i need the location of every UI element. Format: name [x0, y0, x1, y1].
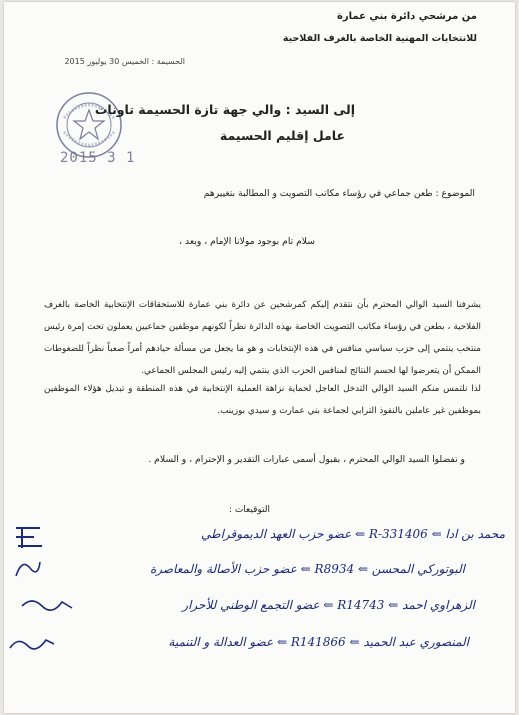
signature-scribble-2	[12, 554, 42, 584]
signature-line-2: البوتوركي المحسن ⇐ R8934 ⇐ عضو حزب الأصالة والمعاصرة	[149, 562, 465, 576]
body-paragraph-1: يشرفنا السيد الوالي المحترم بأن نتقدم إليكم كمرشحين عن دائرة بني عمارة للاستحقاقات الإنتخابية الخاصة بالغرف الفلاحية ، بطعن في رؤساء مكاتب التصويت الخاصة بهذه الدائرة نظراً لكونهم موظفين جماعيين يعملون تحت إمرة رئيس منتخب ينتمي إلى حزب سياسي منافس في هذه الإنتخابات و هو ما يجعل من مسألة حيادهم أمراً صعباً نظراً للضغوطات الممكن أن يتعرضوا لها لحسم النتائج لمنافس الحزب الذي ينتمي إليه رئيس المجلس الجماعي.	[44, 300, 481, 376]
signature-scribble-1	[12, 522, 46, 552]
signature-line-4: المنصوري عبد الحميد ⇐ R141866 ⇐ عضو العدالة و التنمية	[168, 635, 469, 649]
addressee-subtitle: عامل إقليم الحسيمة	[219, 128, 345, 143]
stamp-date: 2015 3 1	[60, 150, 136, 166]
body-paragraph-2: لذا نلتمس منكم السيد الوالي التدخل العاجل لحماية نزاهة العملية الإنتخابية في هذه المنطقة و تبديل هؤلاء الموظفين بموظفين غير عاملين بالنفوذ الترابي لجماعة بني عمارت و سيدي بوزينب.	[44, 384, 481, 416]
sender-line: من مرشحي دائرة بني عمارة	[336, 11, 477, 22]
signatures-title: التوقيعات :	[228, 505, 270, 515]
greeting: سلام تام بوجود مولانا الإمام ، وبعد ،	[179, 236, 315, 247]
signature-scribble-4	[6, 630, 56, 658]
signature-line-1: محمد بن ادا ⇐ R-331406 ⇐ عضو حزب العهد الديموقراطي	[201, 527, 505, 541]
signature-line-3: الزهراوي احمد ⇐ R14743 ⇐ عضو التجمع الوطني للأحرار	[182, 598, 475, 612]
signature-scribble-3	[18, 592, 74, 616]
subject-line: الموضوع : طعن جماعي في رؤساء مكاتب التصويت و المطالبة بتغييرهم	[203, 188, 475, 199]
letter-page	[4, 2, 515, 713]
addressee-title: إلى السيد : والي جهة تازة الحسيمة تاونات	[94, 102, 355, 117]
letter-date: الحسيمة : الخميس 30 يوليوز 2015	[64, 57, 185, 66]
sender-subline: للانتخابات المهنية الخاصة بالغرف الفلاحية	[282, 33, 477, 44]
closing-line: و تفضلوا السيد الوالي المحترم ، بقبول أسمى عبارات التقدير و الإحترام ، و السلام .	[148, 454, 465, 465]
